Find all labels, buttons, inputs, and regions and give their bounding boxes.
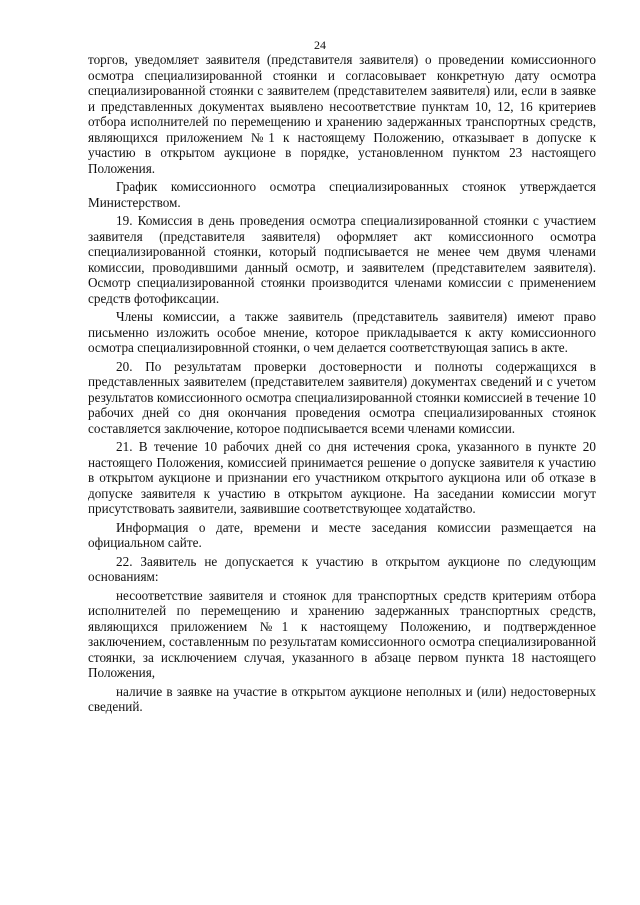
paragraph-dissenting-opinion: Члены комиссии, а также заявитель (представитель заявителя) имеют право письменно изложить особое мнение, которое прикладывается к акту комиссионного осмотра специализировнной стоянки, о чем делается соответствующая запись в акте. bbox=[88, 309, 596, 355]
paragraph-meeting-info: Информация о дате, времени и месте заседания комиссии размещается на официальном сайте. bbox=[88, 519, 596, 550]
paragraph-ground-noncompliance: несоответствие заявителя и стоянок для транспортных средств критериям отбора исполнителей по перемещению и хранению задержанных транспортных средств, являющихся приложением №1 к настоящему Положению, и подтвержденное заключением, составленным по результатам комиссионного осмотра специализированной стоянки, за исключением случая, указанного в абзаце первом пункта 18 настоящего Положения, bbox=[88, 587, 596, 680]
paragraph-schedule: График комиссионного осмотра специализированных стоянок утверждается Министерством. bbox=[88, 179, 596, 210]
document-body bbox=[88, 52, 596, 718]
paragraph-continuation: торгов, уведомляет заявителя (представителя заявителя) о проведении комиссионного осмотра специализированной стоянки и согласовывает конкретную дату осмотра специализированной стоянки с заявителем (представителем заявителя) или, если в заявке и представленных документах выявлено несоответствие пунктам 10, 12, 16 критериев отбора исполнителей по перемещению и хранению задержанных транспортных средств, являющихся приложением №1 к настоящему Положению, отказывает в допуске к участию в открытом аукционе в порядке, установленном пунктом 23 настоящего Положения. bbox=[88, 52, 596, 176]
paragraph-clause-21: 21. В течение 10 рабочих дней со дня истечения срока, указанного в пункте 20 настоящего Положения, комиссией принимается решение о допуске заявителя к участию в открытом аукционе и признании его участником открытого аукциона или об отказе в допуске заявителя к участию в открытом аукционе. На заседании комиссии могут присутствовать заявители, заявившие соответствующее ходатайство. bbox=[88, 439, 596, 516]
page-number: 24 bbox=[314, 38, 326, 52]
paragraph-clause-22: 22. Заявитель не допускается к участию в открытом аукционе по следующим основаниям: bbox=[88, 553, 596, 584]
paragraph-clause-20: 20. По результатам проверки достоверности и полноты содержащихся в представленных заявителем (представителем заявителя) документах сведений и с учетом результатов комиссионного осмотра специализированной стоянки комиссией в течение 10 рабочих дней со дня окончания проведения осмотра специализированных стоянок составляется заключение, которое подписывается всеми членами комиссии. bbox=[88, 358, 596, 436]
paragraph-clause-19: 19. Комиссия в день проведения осмотра специализированной стоянки с участием заявителя (представителя заявителя) оформляет акт комиссионного осмотра специализированной стоянки, который подписывается не менее чем двумя членами комиссии, проводившими данный осмотр, и заявителем (представителем заявителя). Осмотр специализированной стоянки производится членами комиссии с применением средств фотофиксации. bbox=[88, 213, 596, 306]
paragraph-ground-incomplete-info: наличие в заявке на участие в открытом аукционе неполных и (или) недостоверных сведений. bbox=[88, 683, 596, 714]
